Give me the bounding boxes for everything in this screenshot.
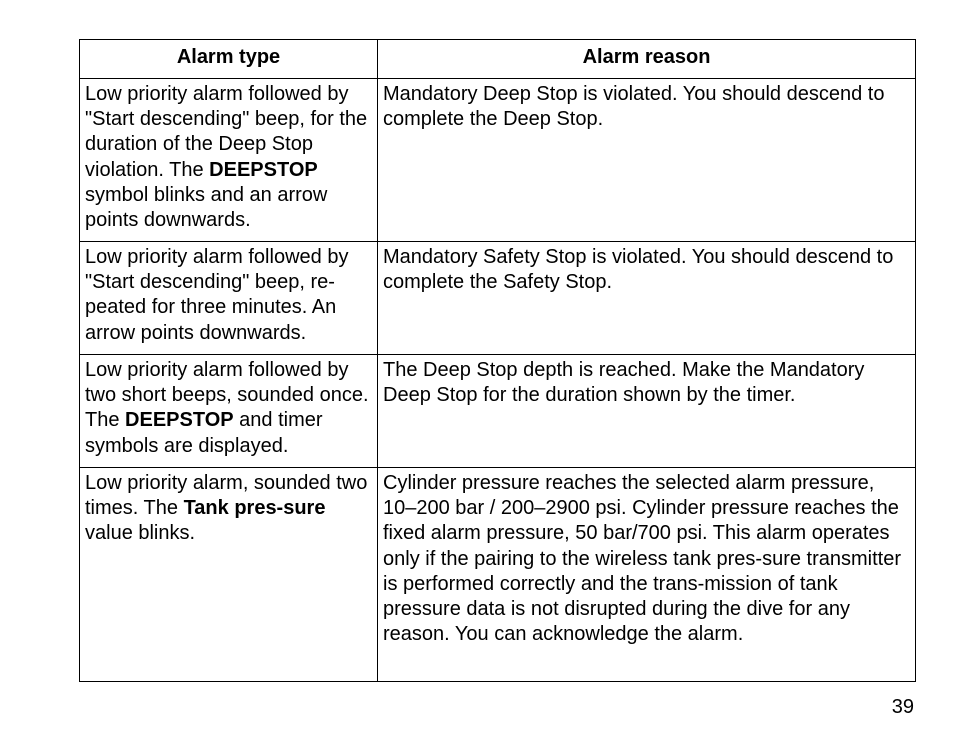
alarm-type-text: Low priority alarm followed by two short beeps, sounded once. The xyxy=(85,359,369,432)
deepstop-symbol-label: DEEPSTOP xyxy=(125,409,234,432)
header-alarm-reason: Alarm reason xyxy=(378,40,916,79)
page-number: 39 xyxy=(891,696,914,718)
deepstop-symbol-label: DEEPSTOP xyxy=(209,158,318,181)
alarm-type-cell xyxy=(80,242,378,355)
alarm-reason-cell: The Deep Stop depth is reached. Make the Mandatory Deep Stop for the duration shown by the timer. xyxy=(378,355,916,468)
alarm-type-text: symbol blinks and an arrow points downwards. xyxy=(85,183,328,232)
alarm-reason-cell: Mandatory Deep Stop is violated. You should descend to complete the Deep Stop. xyxy=(378,79,916,242)
alarm-type-text: Low priority alarm followed by "Start descending" beep, for the duration of the Deep Stop violation. The xyxy=(85,83,368,181)
alarm-type-text: value blinks. xyxy=(85,522,196,545)
alarm-table xyxy=(79,39,916,682)
table-row xyxy=(80,79,916,242)
alarm-type-cell xyxy=(80,79,378,242)
table-header-row xyxy=(80,40,916,79)
header-alarm-type: Alarm type xyxy=(80,40,378,79)
alarm-type-cell xyxy=(80,355,378,468)
alarm-type-cell xyxy=(80,468,378,682)
alarm-type-text: and timer symbols are displayed. xyxy=(85,409,323,457)
alarm-reason-cell: Cylinder pressure reaches the selected alarm pressure, 10–200 bar / 200–2900 psi. Cylinder pressure reaches the fixed alarm pressure, 50 bar/700 psi. This alarm operates only if the pairing to the wireless tank pres-sure transmitter is performed correctly and the trans-mission of tank pressure data is not disrupted during the dive for any reason. You can acknowledge the alarm. xyxy=(378,468,916,682)
alarm-reason-cell: Mandatory Safety Stop is violated. You should descend to complete the Safety Stop. xyxy=(378,242,916,355)
table-row xyxy=(80,355,916,468)
table-row xyxy=(80,242,916,355)
alarm-type-text: Low priority alarm, sounded two times. The xyxy=(85,472,368,520)
table-row xyxy=(80,468,916,682)
alarm-type-text: Low priority alarm followed by "Start descending" beep, re-peated for three minutes. An arrow points downwards. xyxy=(85,246,349,344)
tank-pressure-label: Tank pres-sure xyxy=(183,497,326,520)
